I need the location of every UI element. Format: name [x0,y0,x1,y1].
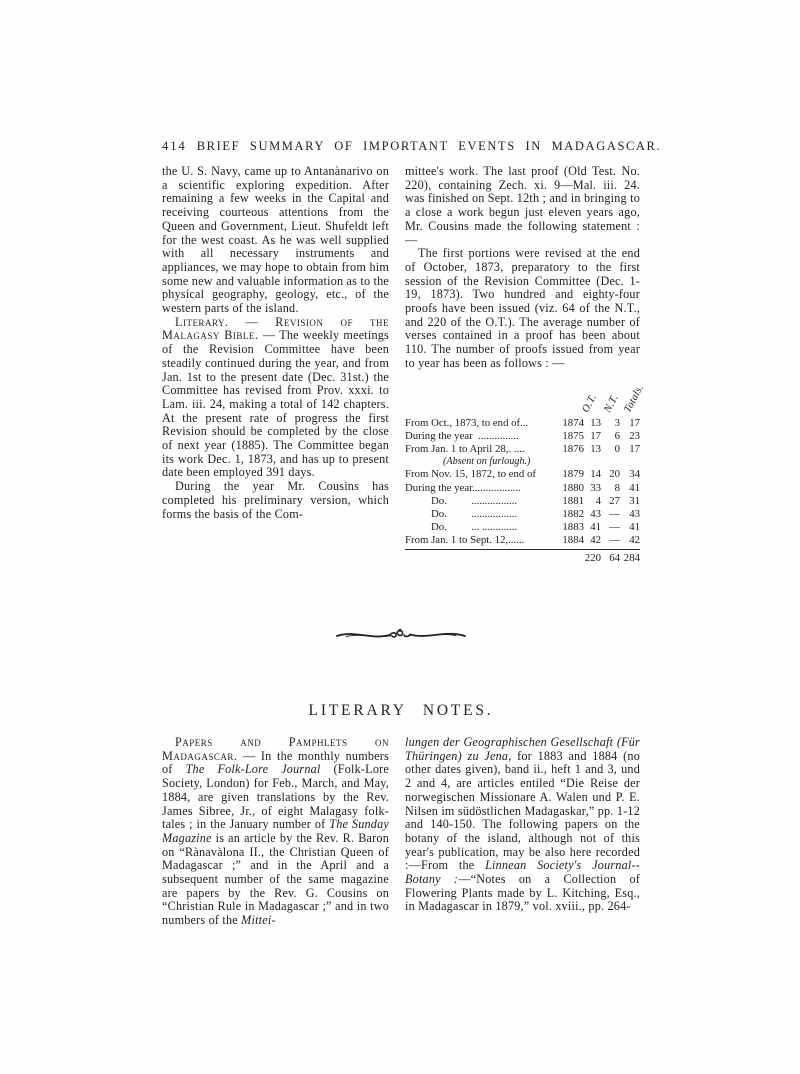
paragraph: The first portions were revised at the end of October, 1873, preparatory to the first session of the Revision Committee (Dec. 1-19, 1873). Two hundred and eighty-four proofs have been issued (viz. 64 of the N.T., and 220 of the O.T.). The average number of verses contained in a proof has been about 110. The number of proofs issued from year to year has been as follows : — [405,246,640,370]
cell-label: From Oct., 1873, to end of... [405,416,529,429]
cell-ot: 33 [590,481,601,494]
column-header-totals: Totals. [622,383,647,416]
paragraph: the U. S. Navy, came up to Antanànarivo on a scientific exploring expedition. After remaining a few weeks in the Capital and receiving courteous attentions from the Queen and Government, Lieut. Shufeldt left for the west coast. As he was well supplied with all necessary instruments and appliances, we may hope to obtain from him some new and valuable information as to the physical geography, geology, etc., of the western parts of the island. [162,164,389,316]
cell-year: 1876 [562,442,584,455]
cell-year: 1879 [562,468,584,481]
paragraph: mittee's work. The last proof (Old Test. No. 220), containing Zech. xi. 9—Mal. iii. 24. was finished on Sept. 12th ; and in bringing to a close a work begun just eleven years ago, Mr. Cousins made the following statement : — [405,164,640,247]
cell-nt: 8 [614,481,620,494]
cell-total: 43 [629,507,640,520]
cell-total: 17 [629,442,640,455]
summary-section [162,164,647,565]
table-row [405,468,640,481]
cell-ot: 4 [595,494,601,507]
total-ot: 220 [584,551,601,564]
cell-label: Do. ... ............. [431,520,518,533]
paragraph: During the year Mr. Cousins has completed his preliminary version, which forms the basis of the Com- [162,479,389,521]
cell-nt: 3 [614,416,620,429]
cell-nt: — [609,520,620,533]
totals-rule [405,549,640,550]
paragraph: Literary. — Revision of the Malagasy Bible. — The weekly meetings of the Revision Committee have been steadily continued during the year, and from Jan. 1st to the present date (Dec. 31st.) the Committee has revised from Prov. xxxi. to Lam. iii. 24, making a total of 142 chapters. At the present rate of progress the first Revision should be completed by the close of next year (1885). The Committee began its work Dec. 1, 1873, and has up to present date been employed 391 days. [162,314,390,480]
paragraph: lungen der Geographischen Gesellschaft (Für Thüringen) zu Jena, for 1883 and 1884 (no other dates given), band ii., heft 1 and 3, und 2 and 4, are articles entiled “Die Reise der norwegischen Missionare A. Walen und P. E. Nilsen im südöstlichen Madagaskar,” pp. 1-12 and 140-150. The following papers on the botany of the island, although not of this year's publication, may be also here recorded :—From the Linnean Society's Journal--Botany :—“Notes on a Collection of Flowering Plants made by L. Kitching, Esq., in Madagascar in 1879,” vol. xviii., pp. 264- [405,735,640,914]
page-title: BRIEF SUMMARY OF IMPORTANT EVENTS IN MADAGASCAR. [196,139,662,153]
cell-label: During the year.................. [405,481,521,494]
cell-year: 1884 [562,533,584,546]
cell-label: From Nov. 15, 1872, to end of [405,468,536,481]
cell-nt: 0 [614,442,620,455]
proofs-table-header [405,377,647,417]
cell-nt: — [609,533,620,546]
cell-total: 34 [629,468,640,481]
cell-label: During the year ............... [405,429,519,442]
literary-notes-heading: LITERARY NOTES. [308,702,494,719]
cell-year: 1874 [562,416,584,429]
flourish-ornament-icon [334,624,468,644]
literary-notes-section [162,736,640,928]
page-number: 414 [162,139,187,153]
column-header-ot: O.T. [580,393,599,416]
notes-right-column [405,736,640,928]
cell-total: 42 [629,533,640,546]
totals-row [405,552,640,565]
summary-right-column [405,164,647,565]
table-row [405,417,640,430]
cell-label: From Jan. 1 to Sept. 12,...... [405,533,525,546]
cell-ot: 14 [590,468,601,481]
cell-ot: 13 [590,416,601,429]
notes-left-column [162,736,389,928]
cell-year: 1875 [562,429,584,442]
proofs-table [405,377,647,566]
table-row [405,508,640,521]
table-row [405,430,640,443]
table-row [405,443,640,456]
cell-year: 1880 [562,481,584,494]
cell-year: 1881 [562,494,584,507]
cell-ot: 42 [590,533,601,546]
cell-ot: 43 [590,507,601,520]
proofs-table-rows [405,417,640,547]
column-header-nt: N.T. [602,393,621,416]
table-row [405,521,640,534]
summary-left-column [162,165,389,565]
cell-total: 41 [629,520,640,533]
cell-label: Do. ................. [431,507,518,520]
cell-total: 41 [629,481,640,494]
cell-nt: 20 [609,468,620,481]
cell-total: 23 [629,429,640,442]
cell-ot: 17 [590,429,601,442]
table-row-note: (Absent on furlough.) [443,455,531,467]
running-header [162,139,662,154]
section-divider [162,624,640,649]
table-row [405,495,640,508]
cell-year: 1883 [562,520,584,533]
cell-ot: 13 [590,442,601,455]
cell-total: 17 [629,416,640,429]
cell-nt: — [609,507,620,520]
cell-nt: 27 [609,494,620,507]
cell-year: 1882 [562,507,584,520]
cell-label: Do. ................. [431,494,518,507]
cell-nt: 6 [614,429,620,442]
table-row [405,534,640,547]
table-row [405,482,640,495]
cell-label: From Jan. 1 to April 28,. .... [405,442,525,455]
cell-total: 31 [629,494,640,507]
cell-ot: 41 [590,520,601,533]
paragraph: Papers and Pamphlets on Madagascar. — In the monthly numbers of The Folk-Lore Journal (Folk-Lore Society, London) for Feb., March, and May, 1884, are given translations by the Rev. James Sibree, Jr., of eight Malagasy folk-tales ; in the January number of The Sunday Magazine is an article by the Rev. R. Baron on “Rànavàlona II., the Christian Queen of Madagascar ;” and in the April and a subsequent number of the same magazine are papers by the Rev. G. Cousins on “Christian Rule in Madagascar ;” and in two numbers of the Mittei- [162,735,389,928]
total-grand: 284 [623,551,640,564]
total-nt: 64 [609,551,620,564]
